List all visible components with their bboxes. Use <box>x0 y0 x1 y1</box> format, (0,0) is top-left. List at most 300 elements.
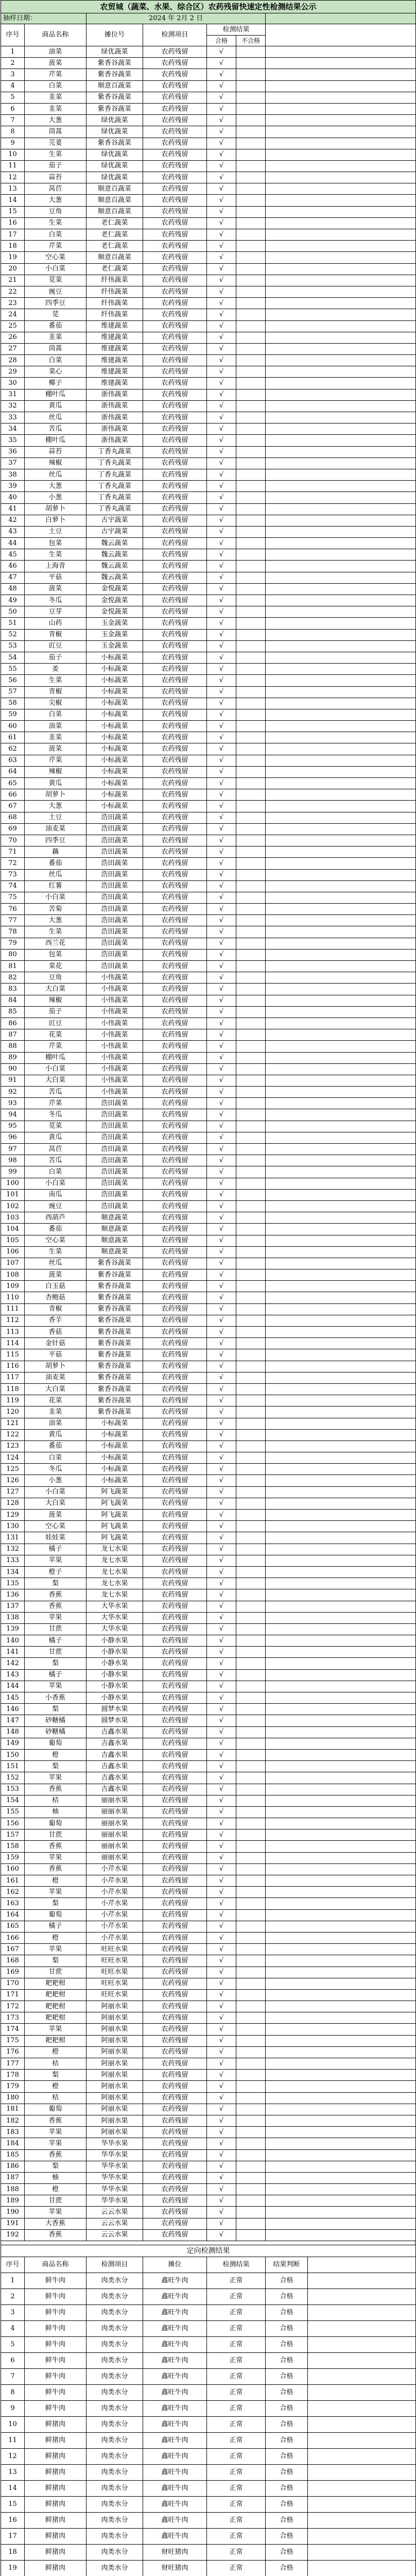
row-item: 农药残留 <box>143 709 207 720</box>
table-row <box>1 1189 416 1200</box>
col-blank-header <box>266 24 416 46</box>
table-row <box>1 1006 416 1018</box>
row-item: 农药残留 <box>143 1452 207 1464</box>
row-blank <box>266 69 416 80</box>
row-pass: √ <box>207 892 236 903</box>
row-pass: √ <box>207 1498 236 1509</box>
row-item: 农药残留 <box>143 2092 207 2104</box>
row-item: 农药残留 <box>143 298 207 309</box>
row-index: 157 <box>1 1829 25 1841</box>
row-product: 黄瓜 <box>25 1429 86 1440</box>
meat-table-row <box>1 2481 416 2497</box>
row-blank <box>266 343 416 354</box>
row-item: 农药残留 <box>143 640 207 652</box>
row-item: 农药残留 <box>143 492 207 503</box>
row-stall: 浩田蔬菜 <box>86 915 143 926</box>
row-item: 农药残留 <box>143 400 207 412</box>
row-pass: √ <box>207 2229 236 2241</box>
row-item: 农药残留 <box>143 1566 207 1578</box>
meat-row-stall: 鑫旺牛肉 <box>143 2513 207 2529</box>
table-row <box>1 606 416 618</box>
table-row <box>1 1692 416 1704</box>
row-blank <box>266 1292 416 1303</box>
row-fail <box>236 457 266 469</box>
row-blank <box>266 195 416 206</box>
meat-row-item: 肉类水分 <box>86 2369 143 2385</box>
row-stall: 阿飞蔬菜 <box>86 1510 143 1521</box>
row-pass: √ <box>207 640 236 652</box>
row-pass: √ <box>207 835 236 846</box>
table-row <box>1 1852 416 1863</box>
row-stall: 浩田蔬菜 <box>86 1098 143 1109</box>
row-product: 甘蔗 <box>25 1829 86 1841</box>
row-index: 185 <box>1 2149 25 2161</box>
row-item: 农药残留 <box>143 835 207 846</box>
row-item: 农药残留 <box>143 2104 207 2115</box>
row-stall: 小标蔬菜 <box>86 675 143 686</box>
table-row <box>1 1087 416 1098</box>
row-stall: 小伟蔬菜 <box>86 1029 143 1041</box>
row-fail <box>236 172 266 183</box>
row-stall: 龙七水果 <box>86 1544 143 1555</box>
row-stall: 紫香谷蔬菜 <box>86 58 143 69</box>
meat-row-stall: 鑫旺牛肉 <box>143 2433 207 2449</box>
row-fail <box>236 984 266 995</box>
row-stall: 紫香谷蔬菜 <box>86 1395 143 1406</box>
meat-row-conclusion: 合格 <box>266 2273 308 2289</box>
row-item: 农药残留 <box>143 241 207 252</box>
row-fail <box>236 1623 266 1635</box>
row-fail <box>236 1281 266 1292</box>
row-index: 59 <box>1 709 25 720</box>
row-item: 农药残留 <box>143 1087 207 1098</box>
row-stall: 小标蔬菜 <box>86 664 143 675</box>
row-item: 农药残留 <box>143 126 207 138</box>
table-row <box>1 263 416 275</box>
row-index: 130 <box>1 1521 25 1532</box>
row-fail <box>236 823 266 835</box>
row-product: 茄子 <box>25 1006 86 1018</box>
meat-col-blank <box>308 2257 416 2273</box>
table-row <box>1 938 416 949</box>
row-pass: √ <box>207 275 236 286</box>
row-blank <box>266 1052 416 1063</box>
row-pass: √ <box>207 1955 236 1967</box>
row-item: 农药残留 <box>143 1349 207 1361</box>
meat-table-row <box>1 2561 416 2576</box>
row-fail <box>236 103 266 114</box>
table-row <box>1 1612 416 1623</box>
table-row <box>1 241 416 252</box>
row-item: 农药残留 <box>143 972 207 984</box>
row-blank <box>266 1863 416 1875</box>
row-index: 2 <box>1 58 25 69</box>
table-row <box>1 1475 416 1486</box>
row-index: 39 <box>1 481 25 492</box>
row-item: 农药残留 <box>143 812 207 823</box>
row-blank <box>266 469 416 480</box>
row-item: 农药残留 <box>143 378 207 389</box>
meat-row-product: 鲜猪肉 <box>25 2497 86 2513</box>
row-stall: 小静水果 <box>86 1681 143 1692</box>
row-index: 31 <box>1 389 25 400</box>
meat-row-item: 肉类水分 <box>86 2545 143 2561</box>
row-index: 192 <box>1 2229 25 2241</box>
row-blank <box>266 1235 416 1246</box>
row-stall: 浩田蔬菜 <box>86 1200 143 1212</box>
table-row <box>1 206 416 217</box>
row-pass: √ <box>207 2104 236 2115</box>
row-stall: 老仁蔬菜 <box>86 217 143 229</box>
row-product: 姜 <box>25 664 86 675</box>
meat-table-row <box>1 2433 416 2449</box>
row-fail <box>236 2024 266 2035</box>
row-fail <box>236 286 266 297</box>
row-stall: 小静水果 <box>86 1692 143 1704</box>
row-product: 生菜 <box>25 1246 86 1258</box>
table-row <box>1 961 416 972</box>
row-pass: √ <box>207 286 236 297</box>
row-fail <box>236 1589 266 1601</box>
row-pass: √ <box>207 1144 236 1155</box>
table-row <box>1 1818 416 1829</box>
row-item: 农药残留 <box>143 195 207 206</box>
meat-row-index: 18 <box>1 2545 25 2561</box>
row-product: 梨 <box>25 1704 86 1715</box>
row-stall: 阿飞蔬菜 <box>86 1532 143 1544</box>
table-row <box>1 69 416 80</box>
row-blank <box>266 1647 416 1658</box>
table-row <box>1 492 416 503</box>
row-blank <box>266 629 416 640</box>
row-fail <box>236 846 266 858</box>
row-blank <box>266 1155 416 1166</box>
row-index: 8 <box>1 126 25 138</box>
row-index: 172 <box>1 2001 25 2012</box>
table-row <box>1 1464 416 1475</box>
row-item: 农药残留 <box>143 1909 207 1921</box>
row-product: 菠菜 <box>25 1269 86 1281</box>
row-index: 118 <box>1 1383 25 1395</box>
row-product: 尖椒 <box>25 698 86 709</box>
row-item: 农药残留 <box>143 1338 207 1349</box>
row-product: 大葱 <box>25 915 86 926</box>
row-product: 小白菜 <box>25 892 86 903</box>
row-stall: 小标蔬菜 <box>86 652 143 663</box>
row-product: 丝瓜 <box>25 469 86 480</box>
row-pass: √ <box>207 2046 236 2058</box>
col-result-header: 检测结果 <box>207 24 266 36</box>
row-index: 176 <box>1 2046 25 2058</box>
row-blank <box>266 1098 416 1109</box>
row-stall: 丽丽水果 <box>86 1829 143 1841</box>
row-product: 青椒 <box>25 686 86 698</box>
row-fail <box>236 2046 266 2058</box>
row-fail <box>236 492 266 503</box>
row-product: 油菜 <box>25 721 86 732</box>
row-index: 144 <box>1 1681 25 1692</box>
table-row <box>1 1578 416 1589</box>
row-stall: 阿飞蔬菜 <box>86 1486 143 1498</box>
row-index: 150 <box>1 1749 25 1760</box>
row-product: 韭菜 <box>25 732 86 743</box>
row-item: 农药残留 <box>143 1269 207 1281</box>
row-fail <box>236 1063 266 1075</box>
row-fail <box>236 938 266 949</box>
row-pass: √ <box>207 1327 236 1338</box>
meat-row-index: 13 <box>1 2465 25 2481</box>
row-stall: 古宇蔬菜 <box>86 515 143 526</box>
row-index: 116 <box>1 1361 25 1372</box>
row-product: 梨 <box>25 1898 86 1909</box>
row-product: 橘子 <box>25 1669 86 1681</box>
row-index: 180 <box>1 2092 25 2104</box>
row-pass: √ <box>207 172 236 183</box>
table-row <box>1 1510 416 1521</box>
row-item: 农药残留 <box>143 1829 207 1841</box>
table-row <box>1 1269 416 1281</box>
row-pass: √ <box>207 2138 236 2149</box>
row-blank <box>266 1406 416 1418</box>
row-index: 33 <box>1 412 25 423</box>
table-row <box>1 1155 416 1166</box>
row-index: 107 <box>1 1258 25 1269</box>
row-blank <box>266 972 416 984</box>
table-row <box>1 172 416 183</box>
row-item: 农药残留 <box>143 2184 207 2195</box>
table-row <box>1 412 416 423</box>
row-blank <box>266 515 416 526</box>
row-stall: 浩田蔬菜 <box>86 892 143 903</box>
row-stall: 吉鑫水果 <box>86 1784 143 1795</box>
row-stall: 紫香谷蔬菜 <box>86 1383 143 1395</box>
row-product: 番茄 <box>25 858 86 869</box>
table-row <box>1 995 416 1006</box>
row-fail <box>236 2104 266 2115</box>
row-item: 农药残留 <box>143 149 207 160</box>
table-row <box>1 629 416 640</box>
row-item: 农药残留 <box>143 1955 207 1967</box>
row-fail <box>236 1246 266 1258</box>
row-product: 棚叶瓜 <box>25 389 86 400</box>
row-index: 65 <box>1 778 25 789</box>
row-index: 47 <box>1 572 25 583</box>
table-row <box>1 1909 416 1921</box>
row-item: 农药残留 <box>143 1841 207 1852</box>
meat-row-conclusion: 合格 <box>266 2545 308 2561</box>
row-fail <box>236 366 266 378</box>
row-product: 莴苣 <box>25 183 86 195</box>
meat-row-index: 16 <box>1 2513 25 2529</box>
row-pass: √ <box>207 1464 236 1475</box>
row-fail <box>236 618 266 629</box>
meat-row-conclusion: 合格 <box>266 2417 308 2433</box>
row-stall: 大华水果 <box>86 1623 143 1635</box>
row-pass: √ <box>207 858 236 869</box>
row-item: 农药残留 <box>143 1944 207 1955</box>
table-row <box>1 1200 416 1212</box>
table-row <box>1 1303 416 1315</box>
table-row <box>1 1292 416 1303</box>
table-row <box>1 435 416 446</box>
row-index: 158 <box>1 1841 25 1852</box>
row-product: 黄瓜 <box>25 778 86 789</box>
row-index: 4 <box>1 80 25 92</box>
meat-row-product: 鲜猪肉 <box>25 2561 86 2576</box>
row-blank <box>266 1589 416 1601</box>
row-blank <box>266 1898 416 1909</box>
row-product: 葡萄 <box>25 1909 86 1921</box>
col-item-header: 检测项目 <box>143 24 207 46</box>
row-item: 农药残留 <box>143 526 207 537</box>
row-fail <box>236 1863 266 1875</box>
row-pass: √ <box>207 1715 236 1726</box>
row-fail <box>236 1349 266 1361</box>
row-fail <box>236 298 266 309</box>
row-pass: √ <box>207 1510 236 1521</box>
row-stall: 旺旺水果 <box>86 1955 143 1967</box>
row-pass: √ <box>207 721 236 732</box>
table-row <box>1 1566 416 1578</box>
row-blank <box>266 995 416 1006</box>
row-product: 小葱 <box>25 1475 86 1486</box>
row-fail <box>236 435 266 446</box>
row-item: 农药残留 <box>143 1178 207 1189</box>
row-fail <box>236 561 266 572</box>
row-blank <box>266 1726 416 1738</box>
row-fail <box>236 583 266 595</box>
row-index: 149 <box>1 1738 25 1749</box>
row-stall: 浩田蔬菜 <box>86 858 143 869</box>
row-stall: 维建蔬菜 <box>86 320 143 332</box>
row-blank <box>266 206 416 217</box>
row-item: 农药残留 <box>143 469 207 480</box>
row-item: 农药残留 <box>143 1144 207 1155</box>
row-stall: 纤伟蔬菜 <box>86 309 143 320</box>
row-index: 152 <box>1 1772 25 1784</box>
row-pass: √ <box>207 149 236 160</box>
table-row <box>1 618 416 629</box>
row-item: 农药残留 <box>143 389 207 400</box>
row-index: 7 <box>1 115 25 126</box>
row-index: 127 <box>1 1486 25 1498</box>
row-product: 葡萄 <box>25 1738 86 1749</box>
table-row <box>1 1532 416 1544</box>
table-row <box>1 1521 416 1532</box>
row-index: 48 <box>1 583 25 595</box>
table-row <box>1 1315 416 1326</box>
row-product: 白萝卜 <box>25 515 86 526</box>
row-blank <box>266 58 416 69</box>
table-row <box>1 1749 416 1760</box>
row-blank <box>266 309 416 320</box>
row-item: 农药残留 <box>143 1029 207 1041</box>
row-stall: 小芹水果 <box>86 1909 143 1921</box>
table-row <box>1 1418 416 1429</box>
row-index: 75 <box>1 892 25 903</box>
row-item: 农药残留 <box>143 698 207 709</box>
row-item: 农药残留 <box>143 606 207 618</box>
row-item: 农药残留 <box>143 1063 207 1075</box>
table-row <box>1 286 416 297</box>
row-item: 农药残留 <box>143 1978 207 1989</box>
table-row <box>1 984 416 995</box>
row-stall: 顺意百蔬菜 <box>86 252 143 263</box>
meat-row-conclusion: 合格 <box>266 2321 308 2337</box>
row-product: 豇豆 <box>25 640 86 652</box>
table-row <box>1 126 416 138</box>
row-blank <box>266 1464 416 1475</box>
row-product: 蒜苔 <box>25 446 86 457</box>
row-item: 农药残留 <box>143 2024 207 2035</box>
row-pass: √ <box>207 1303 236 1315</box>
row-product: 橙 <box>25 2046 86 2058</box>
row-item: 农药残留 <box>143 1875 207 1887</box>
row-fail <box>236 1726 266 1738</box>
row-fail <box>236 46 266 58</box>
row-index: 154 <box>1 1795 25 1806</box>
meat-row-product: 鲜牛肉 <box>25 2369 86 2385</box>
row-product: 包菜 <box>25 538 86 549</box>
row-blank <box>266 2070 416 2081</box>
row-index: 153 <box>1 1784 25 1795</box>
row-index: 142 <box>1 1658 25 1669</box>
row-product: 香蕉 <box>25 1589 86 1601</box>
row-index: 78 <box>1 926 25 938</box>
row-stall: 旺旺水果 <box>86 1944 143 1955</box>
row-item: 农药残留 <box>143 1224 207 1235</box>
row-index: 114 <box>1 1338 25 1349</box>
row-item: 农药残留 <box>143 1772 207 1784</box>
table-row <box>1 1246 416 1258</box>
row-pass: √ <box>207 664 236 675</box>
row-product: 青椒 <box>25 629 86 640</box>
row-blank <box>266 149 416 160</box>
row-stall: 丽丽水果 <box>86 1818 143 1829</box>
table-row <box>1 892 416 903</box>
row-stall: 丽丽水果 <box>86 1795 143 1806</box>
row-stall: 吉鑫水果 <box>86 1749 143 1760</box>
row-blank <box>266 1429 416 1440</box>
table-row <box>1 2149 416 2161</box>
row-pass: √ <box>207 80 236 92</box>
row-index: 191 <box>1 2218 25 2229</box>
row-item: 农药残留 <box>143 412 207 423</box>
row-pass: √ <box>207 1361 236 1372</box>
row-stall: 小标蔬菜 <box>86 1475 143 1486</box>
row-stall: 阿飞蔬菜 <box>86 1521 143 1532</box>
row-fail <box>236 789 266 801</box>
meat-row-result: 正常 <box>207 2513 266 2529</box>
row-blank <box>266 1315 416 1326</box>
table-row <box>1 823 416 835</box>
row-blank <box>266 606 416 618</box>
row-product: 油麦菜 <box>25 1372 86 1383</box>
row-stall: 浩田蔬菜 <box>86 1178 143 1189</box>
row-item: 农药残留 <box>143 629 207 640</box>
row-fail <box>236 2001 266 2012</box>
meat-row-result: 正常 <box>207 2369 266 2385</box>
row-product: 芹菜 <box>25 755 86 766</box>
meat-row-item: 肉类水分 <box>86 2513 143 2529</box>
row-fail <box>236 1967 266 1978</box>
row-pass: √ <box>207 229 236 241</box>
row-fail <box>236 1932 266 1943</box>
meat-row-stall: 鑫旺牛肉 <box>143 2497 207 2513</box>
table-row <box>1 1372 416 1383</box>
row-fail <box>236 1669 266 1681</box>
row-pass: √ <box>207 1075 236 1086</box>
